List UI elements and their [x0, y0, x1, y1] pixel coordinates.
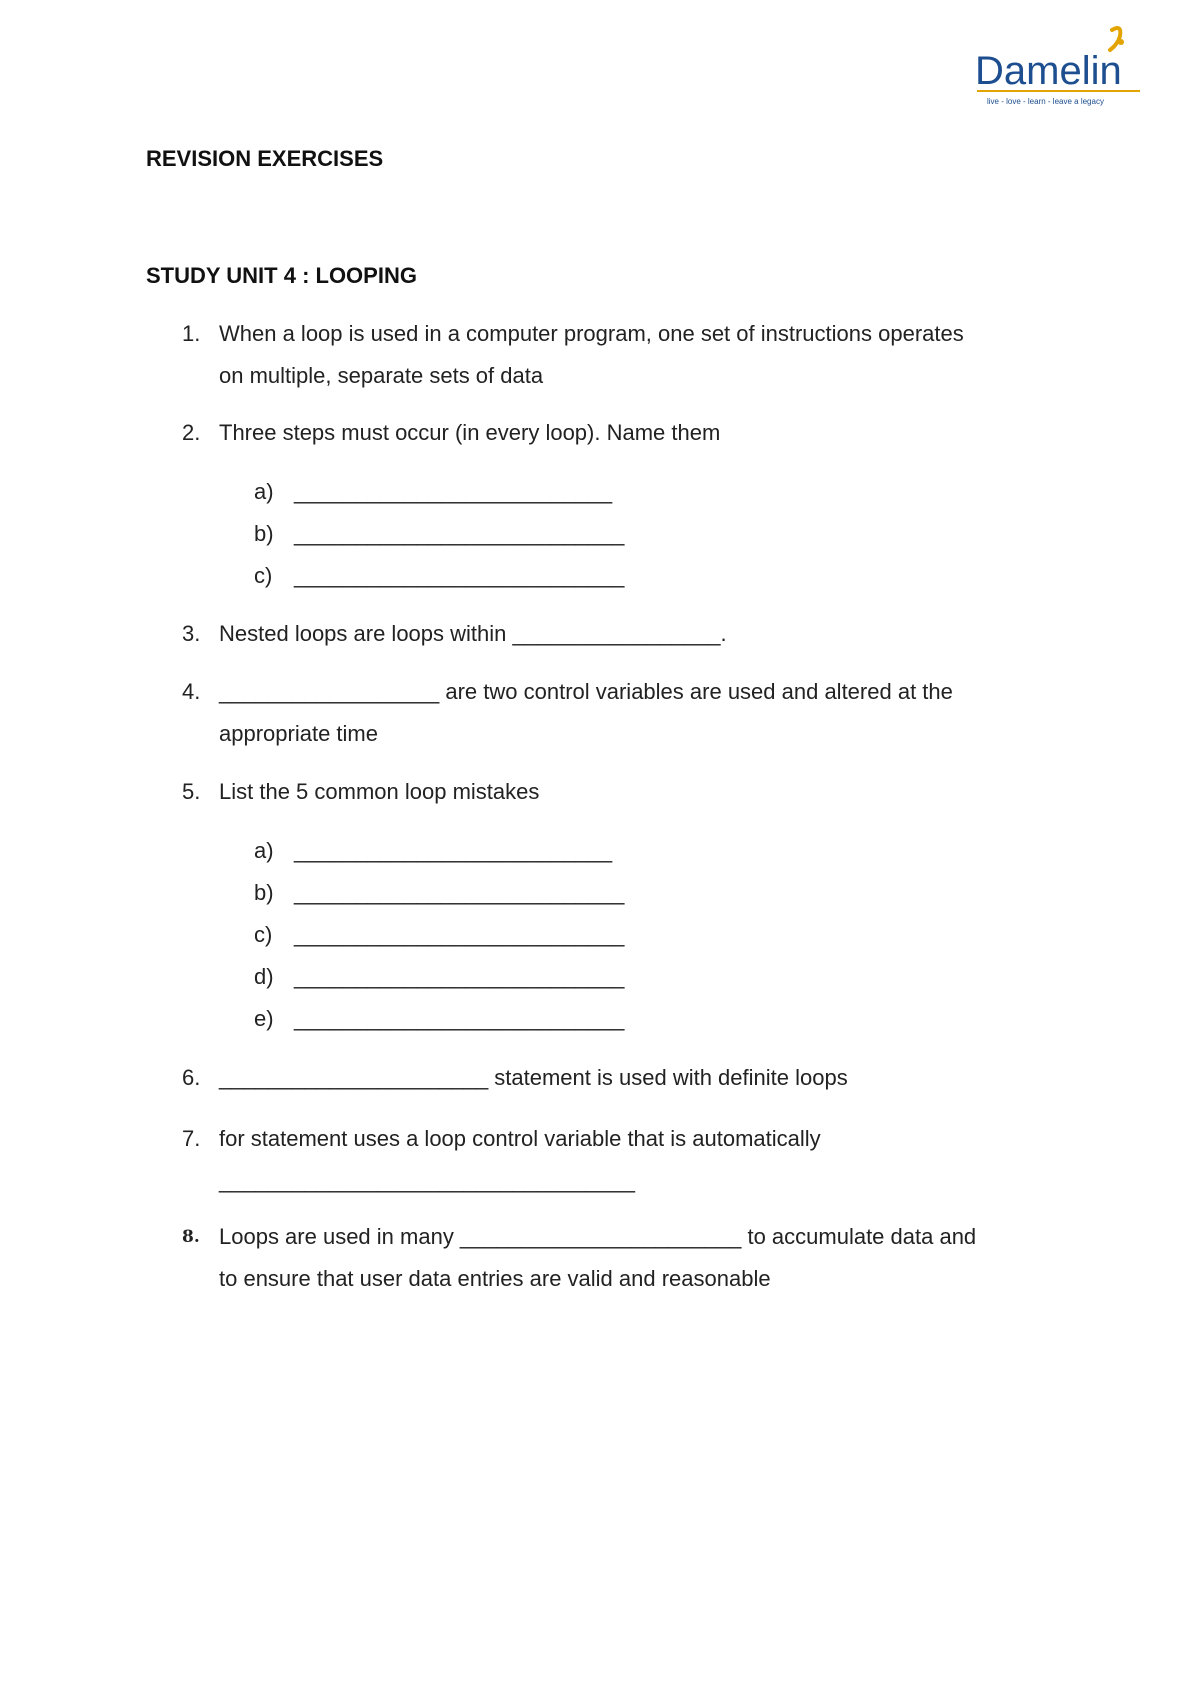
- damelin-logo: [975, 24, 1145, 108]
- question-number: 4.: [182, 679, 201, 704]
- answer-item: [254, 555, 624, 597]
- answer-item: [254, 513, 624, 555]
- question-text: on multiple, separate sets of data: [219, 363, 544, 388]
- question-number: 5.: [182, 779, 201, 804]
- answer-blank: ___________________________: [294, 563, 625, 588]
- logo-wordmark: Damelin: [975, 49, 1122, 93]
- answer-item: [254, 471, 612, 513]
- question-number: 8.: [182, 1227, 200, 1247]
- unit-title: STUDY UNIT 4 : LOOPING: [146, 263, 417, 288]
- question-number: 6.: [182, 1065, 201, 1090]
- question-number: 1.: [182, 321, 201, 346]
- answer-item: [254, 830, 612, 872]
- question-text: __________________________________: [219, 1168, 636, 1193]
- question-text: List the 5 common loop mistakes: [219, 779, 540, 804]
- item-label: c): [254, 922, 273, 947]
- answer-blank: __________________________: [294, 838, 613, 863]
- question-text: Loops are used in many _______________________ to accumulate data and: [219, 1224, 977, 1249]
- logo-tagline: live - love - learn - leave a legacy: [987, 97, 1104, 106]
- question-number: 7.: [182, 1126, 201, 1151]
- item-label: c): [254, 563, 273, 588]
- item-label: a): [254, 479, 274, 504]
- answer-item: [254, 872, 624, 914]
- answer-blank: ___________________________: [294, 1006, 625, 1031]
- page-title: REVISION EXERCISES: [146, 146, 384, 171]
- answer-item: [254, 914, 624, 956]
- item-label: e): [254, 1006, 274, 1031]
- item-label: a): [254, 838, 274, 863]
- answer-blank: ___________________________: [294, 964, 625, 989]
- question-text: __________________ are two control variables are used and altered at the: [219, 679, 953, 704]
- answer-item: [254, 998, 624, 1040]
- question-text: to ensure that user data entries are valid and reasonable: [219, 1266, 771, 1291]
- question-number: 3.: [182, 621, 201, 646]
- answer-item: [254, 956, 624, 998]
- question-text: Three steps must occur (in every loop). Name them: [219, 420, 721, 445]
- answer-blank: __________________________: [294, 479, 613, 504]
- question-number: 2.: [182, 420, 201, 445]
- item-label: b): [254, 521, 274, 546]
- question-text: ______________________ statement is used with definite loops: [219, 1065, 848, 1090]
- question-text: for statement uses a loop control variable that is automatically: [219, 1126, 821, 1151]
- item-label: b): [254, 880, 274, 905]
- item-label: d): [254, 964, 274, 989]
- answer-blank: ___________________________: [294, 880, 625, 905]
- question-text: Nested loops are loops within _________________.: [219, 621, 727, 646]
- question-text: appropriate time: [219, 721, 378, 746]
- answer-blank: ___________________________: [294, 922, 625, 947]
- answer-blank: ___________________________: [294, 521, 625, 546]
- question-text: When a loop is used in a computer program, one set of instructions operates: [219, 321, 964, 346]
